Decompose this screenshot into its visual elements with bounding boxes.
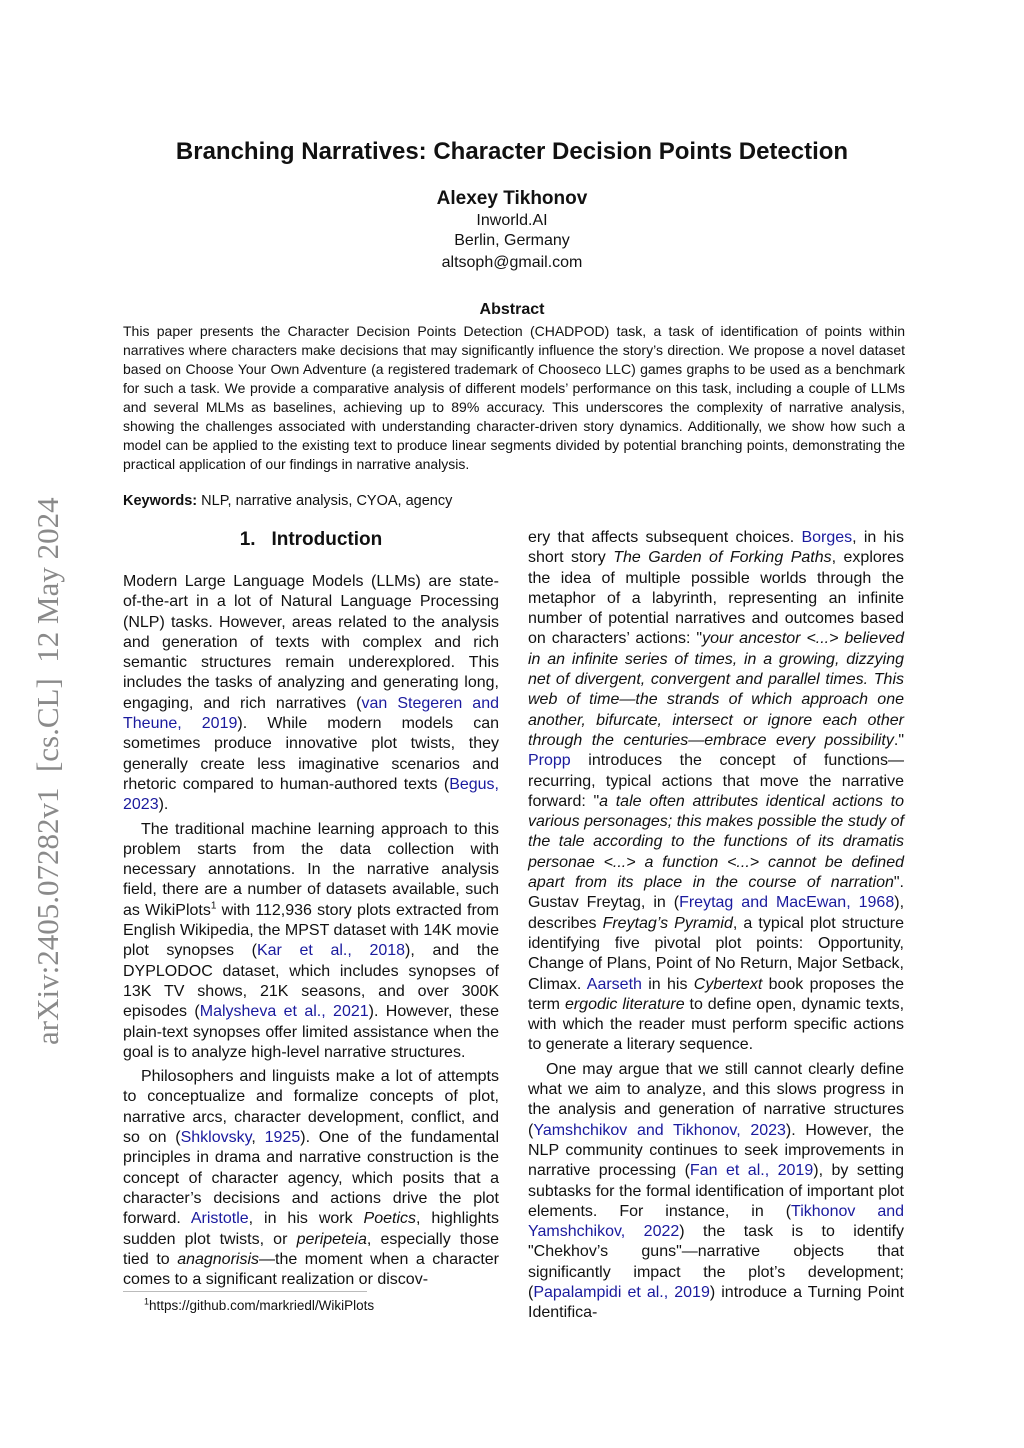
section-number: 1. (239, 529, 256, 550)
borges-quote: your ancestor <...> believed in an infinite series of times, in a growing, dizzying net of divergent, convergent and parallel times. This web of time—the strands of which approach one another, bifurcate, intersect or ignore each other through the centuries—embrace every possibility (528, 630, 905, 749)
paragraph-3: Philosophers and linguists make a lot of attempts to conceptualize and formalize concepts of plot, narrative arcs, character development, conflict, and so on (Shklovsky, 1925). One of the fundamental principles in drama and narrative construction is the concept of character agency, which posits that a character’s decisions and actions drive the plot forward. Aristotle, in his work Poetics, highlights sudden plot twists, or peripeteia, especially those tied to anagnorisis—the moment when a character comes to a significant realization or discov- (123, 1068, 500, 1289)
citation-link[interactable]: Propp (528, 752, 571, 770)
citation-link[interactable]: Aarseth (586, 975, 642, 993)
citation-link[interactable]: Begus, 2023 (123, 775, 499, 814)
citation-link[interactable]: Fan et al., 2019 (689, 1162, 814, 1180)
citation-link[interactable]: van Stegeren and Theune, 2019 (123, 694, 500, 733)
footnote-rule (123, 1291, 367, 1292)
arxiv-sidebar-stamp (14, 440, 74, 1050)
citation-link[interactable]: Yamshchikov and Tikhonov, 2023 (533, 1121, 786, 1139)
keywords-text: NLP, narrative analysis, CYOA, agency (201, 493, 453, 509)
paper-title: Branching Narratives: Character Decision Points Detection (175, 138, 849, 165)
citation-link[interactable]: Aristotle (190, 1210, 249, 1228)
footnote (144, 1298, 374, 1313)
citation-link[interactable]: Malysheva et al., 2021 (199, 1003, 369, 1021)
propp-quote: a tale often attributes identical actions to various personages; this makes possible the study of the tale according to the functions of its dramatis personae <...> a function <...> cannot be defined apart from its place in the course of narration (528, 792, 905, 892)
citation-link[interactable]: Shklovsky (180, 1129, 252, 1147)
keywords (123, 493, 452, 509)
paragraph-1: Modern Large Language Models (LLMs) are state-of-the-art in a lot of Natural Language Processing (NLP) tasks. However, areas related to the analysis and generation of texts with complex and rich semantic structures remain underexplored. This includes the tasks of analyzing and generating long, engaging, and rich narratives (van Stegeren and Theune, 2019). While modern models can sometimes produce innovative plot twists, they generally create less imaginative scenarios and rhetoric compared to human-authored texts (Begus, 2023). (123, 573, 500, 814)
keywords-label: Keywords: (123, 493, 198, 509)
paragraph-4: ery that affects subsequent choices. Borges, in his short story The Garden of Forking Paths, explores the idea of multiple possible worlds through the metaphor of a labyrinth, representing an infinite number of potential narratives and outcomes based on characters’ actions: "your ancestor <...> believed in an infinite series of times, in a growing, dizzying net of divergent, convergent and parallel times. This web of time—the strands of which approach one another, bifurcate, intersect or ignore each other through the centuries—embrace every possibility." Propp introduces the concept of functions—recurring, typical actions that move the narrative forward: "a tale often attributes identical actions to various personages; this makes possible the study of the tale according to the functions of its dramatis personae <...> a function <...> cannot be defined apart from its place in the course of narration". Gustav Freytag, in (Freytag and MacEwan, 1968), describes Freytag’s Pyramid, a typical plot structure identifying five pivotal plot points: Opportunity, Change of Plans, Point of No Return, Major Setback, Climax. Aarseth in his Cybertext book proposes the term ergodic literature to define open, dynamic texts, with which the reader must perform specific actions to generate a literary sequence. (528, 529, 905, 1054)
paragraph-5: One may argue that we still cannot clearly define what we aim to analyze, and this slows progress in the analysis and generation of narrative structures (Yamshchikov and Tikhonov, 2023). However, the NLP community continues to seek improvements in narrative processing (Fan et al., 2019), by setting subtasks for the formal identification of important plot elements. For instance, in (Tikhonov and Yamshchikov, 2022) the task is to identify "Chekhov’s guns"—narrative objects that significantly impact the plot’s development; (Papalampidi et al., 2019) introduce a Turning Point Identifica- (528, 1060, 905, 1322)
footnote-url[interactable]: https://github.com/markriedl/WikiPlots (149, 1298, 375, 1313)
section-heading (123, 528, 499, 552)
abstract-body: This paper presents the Character Decision Points Detection (CHADPOD) task, a task of identification of points within narratives where characters make decisions that may significantly influence the story’s direction. We propose a novel dataset based on Choose Your Own Adventure (a registered trademark of Chooseco LLC) games graphs to be used as a benchmark for such a task. We provide a comparative analysis of different models’ performance on this task, including a couple of LLMs and several MLMs as baselines, achieving up to 89% accuracy. This underscores the complexity of narrative analysis, showing the challenges associated with understanding character-driven story dynamics. Additionally, we show how such a model can be applied to the existing text to produce linear segments divided by potential branching points, demonstrating the practical application of our findings in narrative analysis. (123, 323, 905, 472)
citation-link[interactable]: Papalampidi et al., 2019 (533, 1283, 710, 1301)
author-name: Alexey Tikhonov (436, 188, 588, 209)
right-column (528, 528, 904, 1324)
paragraph-2: The traditional machine learning approach to this problem starts from the data collection with necessary annotations. In the narrative analysis field, there are a number of datasets available, such as WikiPlots$^1$ with 112,936 story plots extracted from English Wikipedia, the MPST dataset with 14K movie plot synopses (Kar et al., 2018), and the DYPLODOC dataset, which includes synopses of 13K TV shows, 21K seasons, and over 300K episodes (Malysheva et al., 2021). However, these plain-text synopses offer limited assistance when the goal is to analyze high-level narrative structures. (123, 820, 500, 1061)
arxiv-stamp-text: arXiv:2405.07282v1 [cs.CL] 12 May 2024 (30, 497, 65, 1045)
section-title: Introduction (271, 529, 383, 550)
footnote-marker[interactable]: 1 (210, 900, 217, 912)
abstract-heading: Abstract (479, 301, 545, 318)
citation-link[interactable]: 1925 (264, 1129, 301, 1147)
citation-link[interactable]: Tikhonov and Yamshchikov, 2022 (528, 1202, 905, 1241)
left-column (123, 528, 499, 1290)
footnote-number: 1 (144, 1296, 150, 1307)
citation-link[interactable]: Freytag and MacEwan, 1968 (679, 894, 895, 912)
author-affiliation: Inworld.AI (476, 212, 548, 229)
author-location: Berlin, Germany (454, 232, 570, 249)
citation-link[interactable]: Kar et al., 2018 (256, 942, 406, 960)
author-email: altsoph@gmail.com (441, 254, 583, 271)
citation-link[interactable]: Borges (801, 529, 853, 546)
